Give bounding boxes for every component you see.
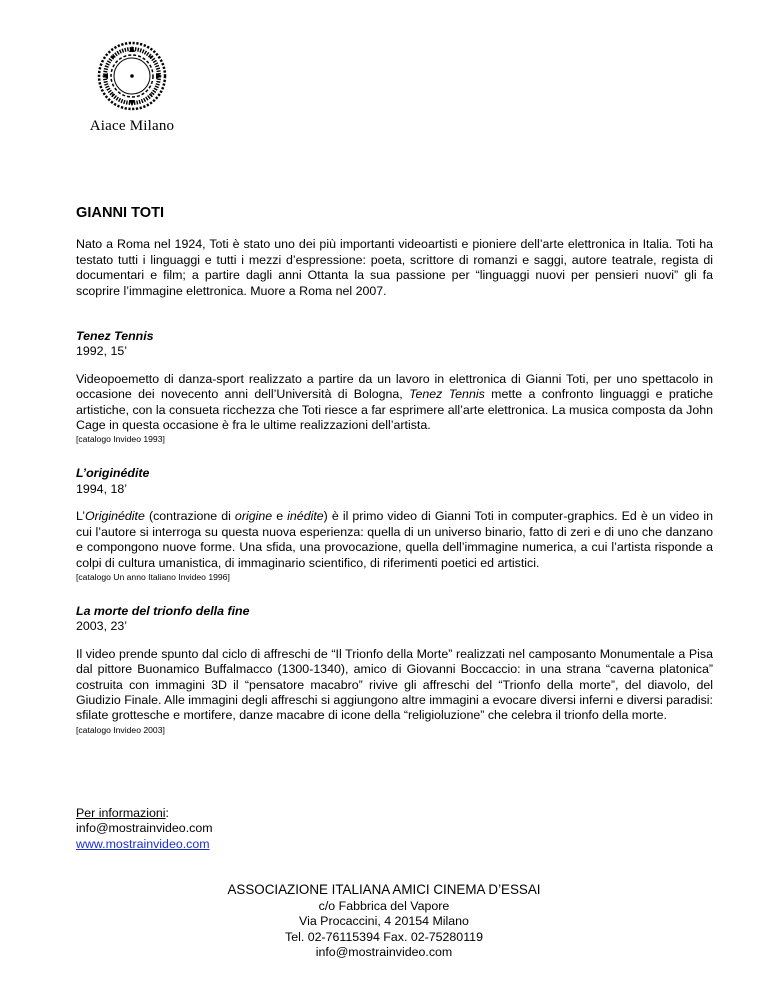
work-meta: 1992, 15’ xyxy=(76,344,127,359)
footer-org: ASSOCIAZIONE ITALIANA AMICI CINEMA D’ESSAI xyxy=(227,882,541,897)
logo-text: Aiace Milano xyxy=(89,118,175,134)
work-source: [catalogo Un anno Italiano Invideo 1996] xyxy=(76,571,230,582)
work-description: Videopoemetto di danza-sport realizzato a partire da un lavoro in elettronica di Gianni Toti, per uno spettacolo in occasione dei novecento anni dell’Università di Bologna, Tenez Tennis mette a confronto linguaggi e pratiche artistiche, con la consueta ricchezza che Toti riesce a far esprimere all’arte elettronica. La musica composta da John Cage in questa occasione è fra le ultime realizzazioni dell’artista. xyxy=(76,371,713,433)
logo xyxy=(76,40,188,135)
work-source: [catalogo Invideo 2003] xyxy=(76,724,165,735)
footer xyxy=(0,882,768,961)
info-colon: : xyxy=(165,806,169,820)
footer-line: info@mostrainvideo.com xyxy=(315,945,453,960)
footer-line: c/o Fabbrica del Vapore xyxy=(318,898,450,913)
work-description: Il video prende spunto dal ciclo di affreschi de “Il Trionfo della Morte” realizzati nel camposanto Monumentale a Pisa dal pittore Buonamico Buffalmacco (1300-1340), amico di Giovanni Boccaccio: in una strana “caverna platonica” costruita con immagini 3D il “pensatore macabro” rivive gli affreschi del “Trionfo della morte”, del diavolo, del Giudizio Finale. Alle immagini degli affreschi si aggiungono altre immagini a evocare diversi inferni e diversi paradisi: sfilate grottesche e mortifere, danze macabre di icone della “religioluzione” che celebra il trionfo della morte. xyxy=(76,646,713,723)
work-source: [catalogo Invideo 1993] xyxy=(76,434,165,445)
work-title: La morte del trionfo della fine xyxy=(76,603,250,618)
work-tenez-tennis xyxy=(76,329,713,444)
work-la-morte xyxy=(76,604,713,735)
footer-line: Tel. 02-76115394 Fax. 02-75280119 xyxy=(285,929,483,944)
artist-name: GIANNI TOTI xyxy=(76,205,165,221)
circular-seal-icon xyxy=(96,40,168,112)
work-originedite xyxy=(76,466,713,581)
contact-info xyxy=(76,806,213,852)
work-meta: 1994, 18’ xyxy=(76,481,127,496)
work-meta: 2003, 23’ xyxy=(76,619,127,634)
main-content xyxy=(76,206,713,757)
artist-bio: Nato a Roma nel 1924, Toti è stato uno dei più importanti videoartisti e pioniere dell’arte elettronica in Italia. Toti ha testato tutti i linguaggi e tutti i mezzi d’espressione: poeta, scrittore di romanzi e saggi, autore teatrale, regista di documentari e film; a partire dagli anni Ottanta la sua passione per “linguaggi nuovi per pensieri nuovi” gli fa scoprire l’immagine elettronica. Muore a Roma nel 2007. xyxy=(76,237,713,298)
info-email: info@mostrainvideo.com xyxy=(76,821,213,836)
footer-line: Via Procaccini, 4 20154 Milano xyxy=(299,914,469,929)
work-description: L’Originédite (contrazione di origine e inédite) è il primo video di Gianni Toti in computer-graphics. Ed è un video in cui l’autore si interroga su questa nuova esperienza: quella di un universo binario, fatto di zeri e di uno che danzano e compongono nuove forme. Una sfida, una provocazione, quella dell’immagine numerica, a cui l’artista risponde a colpi di cultura umanistica, di immaginario scientifico, di riferimenti poetici ed artistici. xyxy=(76,509,714,570)
website-link[interactable]: www.mostrainvideo.com xyxy=(76,836,210,851)
info-label: Per informazioni xyxy=(76,806,166,820)
work-title: L’originédite xyxy=(76,466,150,481)
work-title: Tenez Tennis xyxy=(76,329,154,344)
